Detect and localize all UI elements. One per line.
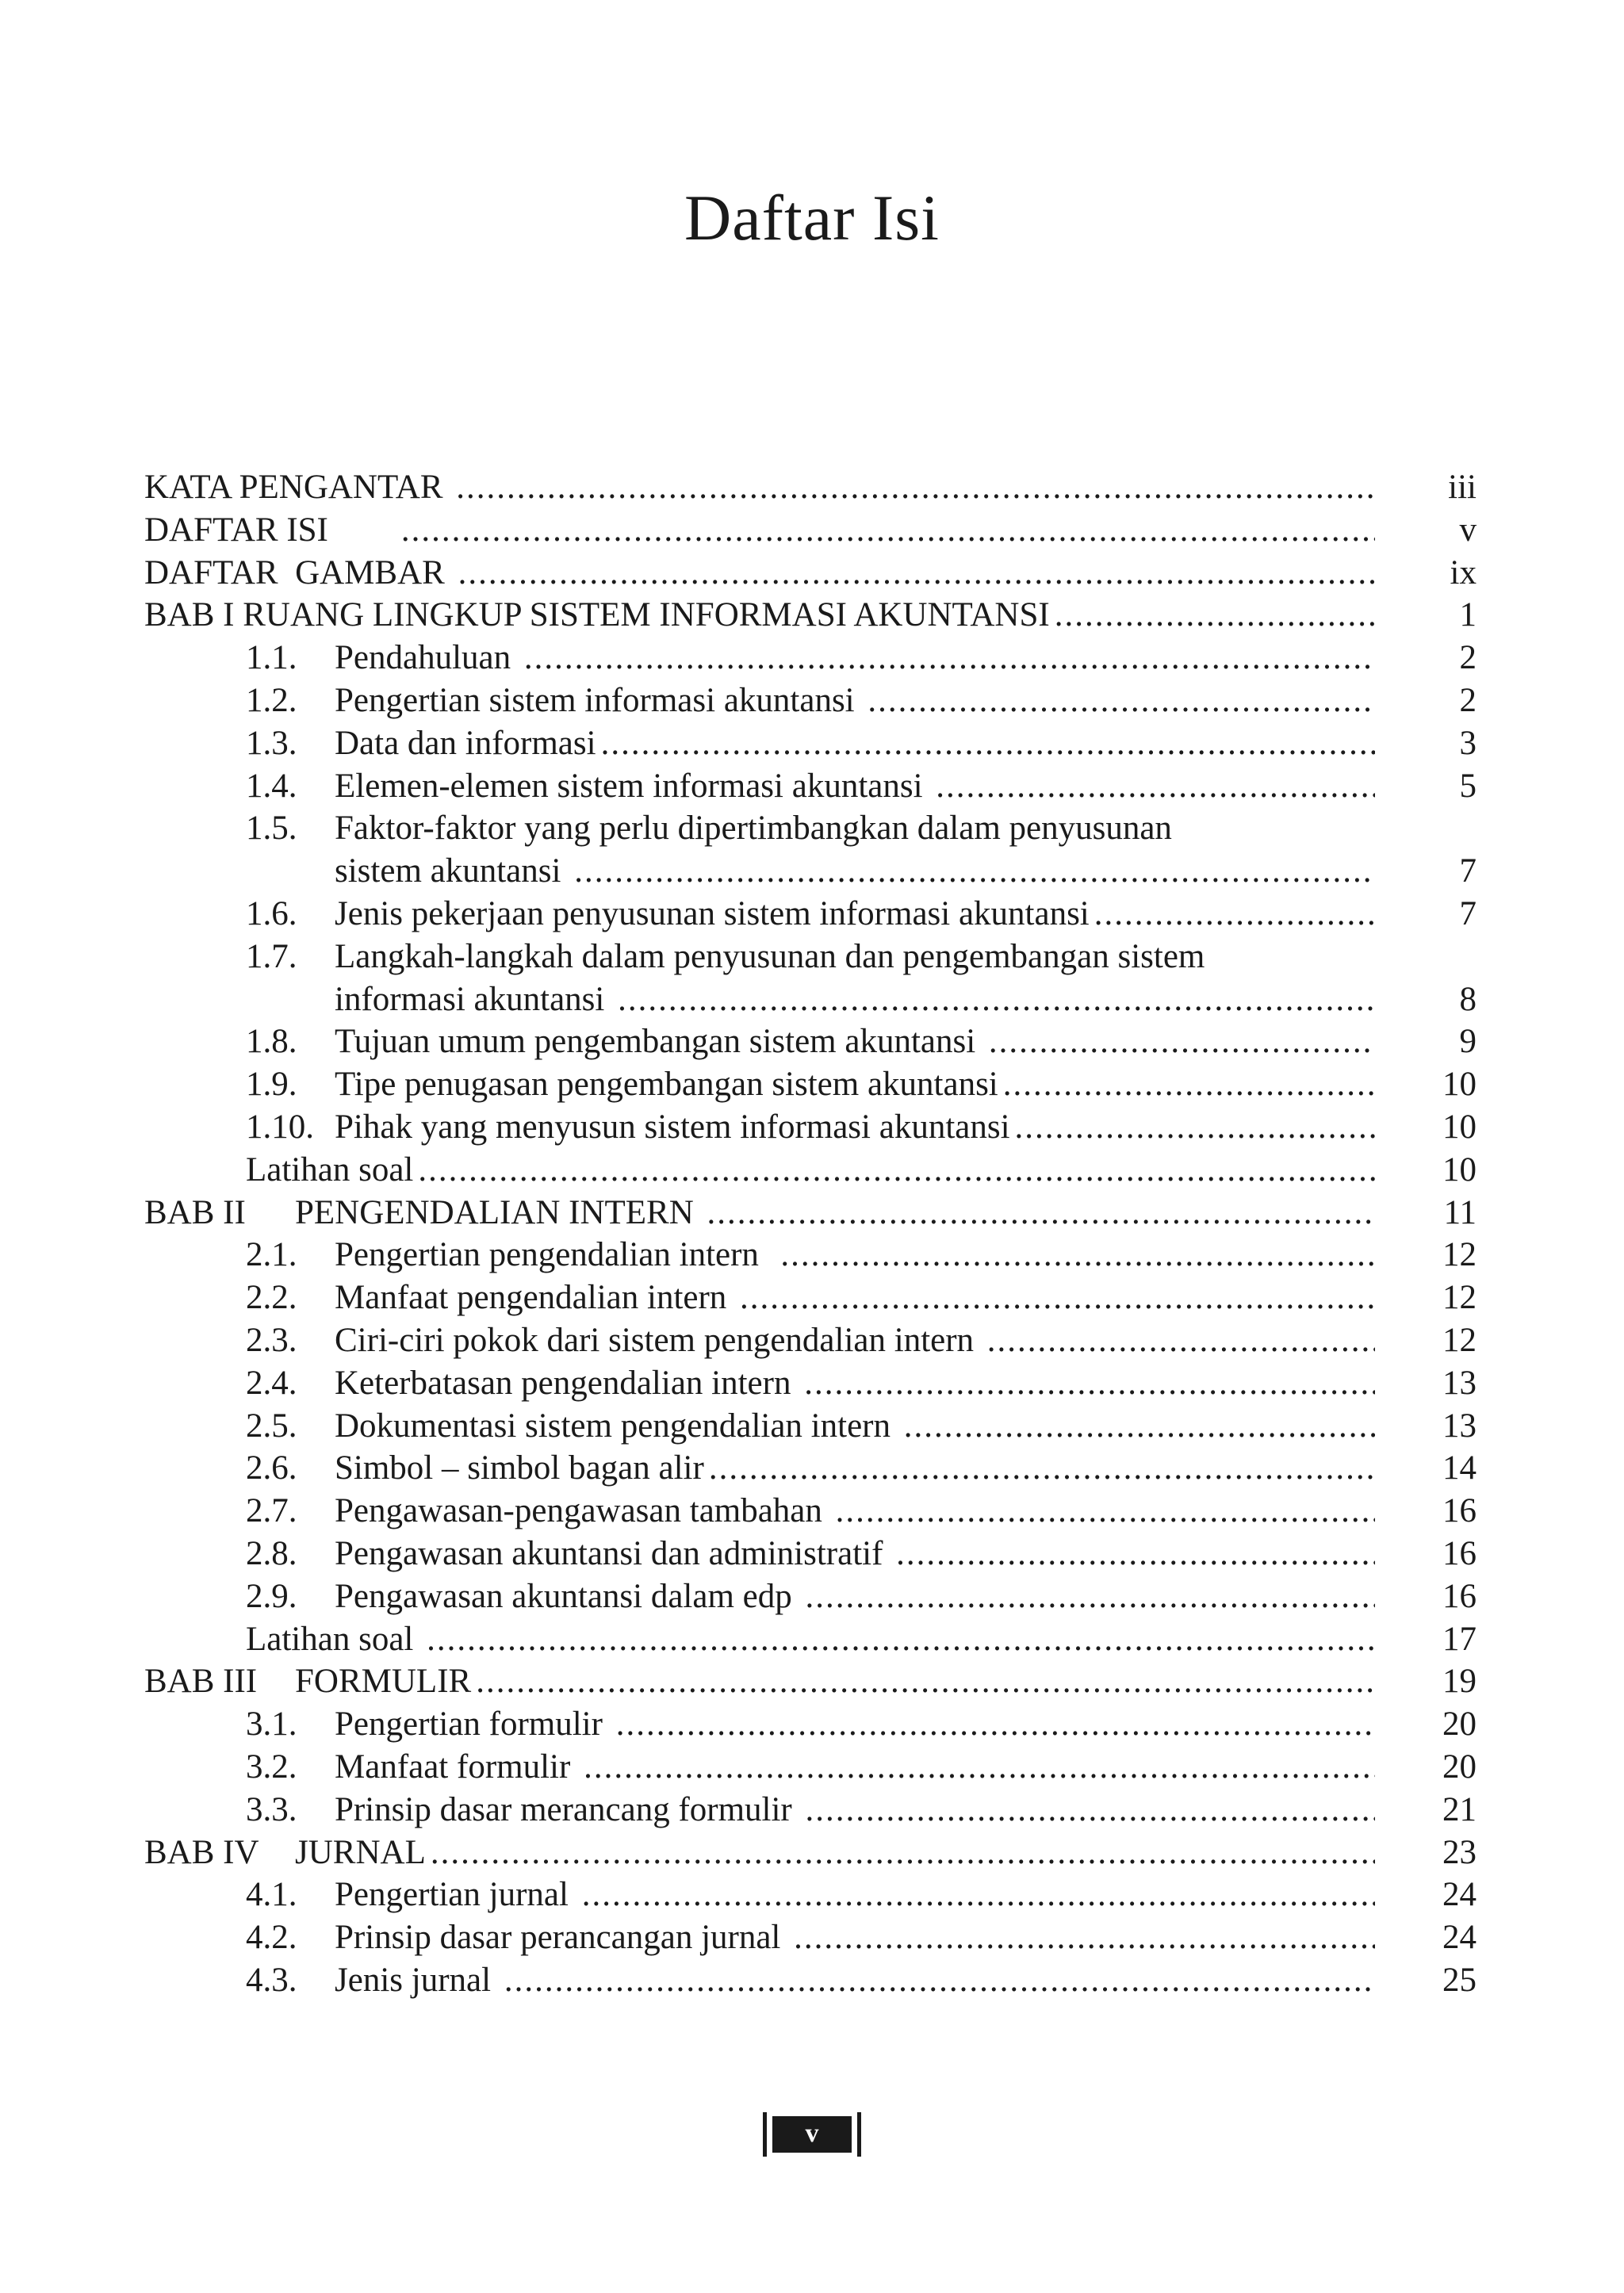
toc-entry-lead: [246, 1490, 1375, 1533]
toc-entry-lead: [246, 1618, 1375, 1661]
chapter-label: BAB IV: [144, 1833, 259, 1871]
toc-entry[interactable]: [144, 594, 1477, 637]
section-number: 2.6.: [246, 1449, 297, 1487]
toc-entry[interactable]: [144, 1959, 1477, 2002]
toc-entry-lead: [335, 850, 1375, 893]
entry-page-number: 17: [1442, 1620, 1477, 1658]
entry-page-number: 16: [1442, 1492, 1477, 1530]
toc-entry-lead: [246, 1277, 1375, 1319]
dot-leader: [904, 1405, 1375, 1448]
section-number: 1.2.: [246, 681, 297, 719]
dot-leader: [524, 637, 1375, 679]
toc-entry[interactable]: [144, 1490, 1477, 1533]
toc-entry[interactable]: [144, 509, 1477, 552]
dot-leader: [601, 722, 1375, 765]
section-number: 3.2.: [246, 1748, 297, 1786]
entry-page-number: 19: [1442, 1663, 1477, 1701]
toc-entry-lead: [246, 1063, 1375, 1106]
entry-title: Pengertian formulir: [335, 1705, 611, 1744]
entry-page-number: 1: [1459, 596, 1477, 634]
entry-page-number: 11: [1443, 1193, 1477, 1231]
entry-page-number: 7: [1459, 894, 1477, 932]
section-number: 4.1.: [246, 1876, 297, 1914]
dot-leader: [987, 1319, 1375, 1362]
toc-entry-lead: [246, 1533, 1375, 1575]
toc-entry[interactable]: [144, 978, 1477, 1021]
entry-title: Pihak yang menyusun sistem informasi akuntansi: [335, 1108, 1010, 1146]
entry-title: Langkah-langkah dalam penyusunan dan pengembangan sistem: [335, 937, 1205, 975]
entry-page-number: 14: [1442, 1449, 1477, 1487]
entry-page-number: ix: [1450, 553, 1477, 591]
toc-entry[interactable]: [144, 1277, 1477, 1319]
entry-title: Pengawasan akuntansi dan administratif: [335, 1534, 892, 1572]
entry-title: Data dan informasi: [335, 724, 596, 762]
entry-title: Prinsip dasar merancang formulir: [335, 1790, 801, 1828]
toc-entry-lead: [144, 466, 1375, 509]
toc-entry-lead: [246, 1319, 1375, 1362]
toc-entry-lead: [246, 765, 1375, 808]
toc-entry-lead: [246, 1234, 1375, 1277]
section-number: 4.3.: [246, 1961, 297, 1999]
entry-page-number: 7: [1459, 852, 1477, 890]
entry-title: Tujuan umum pengembangan sistem akuntansi: [335, 1023, 984, 1061]
dot-leader: [740, 1277, 1375, 1319]
entry-title: Elemen-elemen sistem informasi akuntansi: [335, 767, 932, 805]
toc-entry[interactable]: [144, 1447, 1477, 1490]
toc-entry[interactable]: [144, 1405, 1477, 1448]
dot-leader: [574, 850, 1375, 893]
toc-entry[interactable]: [144, 1319, 1477, 1362]
section-number: 1.1.: [246, 639, 297, 677]
toc-entry-lead: [144, 1660, 1375, 1703]
section-number: 2.2.: [246, 1279, 297, 1317]
entry-page-number: 10: [1442, 1108, 1477, 1146]
entry-page-number: 16: [1442, 1534, 1477, 1572]
entry-title: Pengertian jurnal: [335, 1876, 577, 1914]
dot-leader: [707, 1192, 1375, 1235]
page-number-footer: [763, 2112, 861, 2157]
toc-entry-lead: [246, 679, 1375, 722]
dot-leader: [896, 1533, 1375, 1575]
entry-title: informasi akuntansi: [335, 980, 614, 1018]
dot-leader: [458, 552, 1375, 595]
dot-leader: [1055, 594, 1375, 637]
toc-entry-lead: [246, 1106, 1375, 1149]
entry-title: DAFTAR ISI: [144, 511, 396, 549]
entry-page-number: iii: [1448, 469, 1477, 506]
section-number: 2.3.: [246, 1321, 297, 1359]
entry-title: Pengertian pengendalian intern: [335, 1236, 776, 1274]
toc-entry-lead: [246, 722, 1375, 765]
entry-page-number: 23: [1442, 1833, 1477, 1871]
dot-leader: [806, 1789, 1376, 1832]
dot-leader: [616, 1703, 1375, 1746]
toc-entry[interactable]: [144, 1020, 1477, 1063]
dot-leader: [401, 509, 1375, 552]
entry-title: KATA PENGANTAR: [144, 469, 452, 506]
section-number: 3.3.: [246, 1790, 297, 1828]
entry-title: Jenis jurnal: [335, 1961, 500, 1999]
entry-title: Pengawasan akuntansi dalam edp: [335, 1577, 801, 1615]
entry-title: PENGENDALIAN INTERN: [295, 1193, 703, 1231]
entry-page-number: 13: [1442, 1407, 1477, 1445]
entry-title: BAB I RUANG LINGKUP SISTEM INFORMASI AKUNTANSI: [144, 596, 1050, 634]
entry-title: JURNAL: [295, 1833, 426, 1871]
toc-entry-lead: [246, 893, 1375, 936]
section-number: 1.6.: [246, 894, 297, 932]
entry-title: Ciri-ciri pokok dari sistem pengendalian intern: [335, 1321, 982, 1359]
toc-entry[interactable]: [144, 1874, 1477, 1916]
toc-entry-lead: [246, 1789, 1375, 1832]
page-title: Daftar Isi: [684, 182, 940, 254]
toc-entry[interactable]: [144, 1703, 1477, 1746]
entry-title: Pendahuluan: [335, 639, 519, 677]
dot-leader: [1094, 893, 1375, 936]
toc-entry-lead: [246, 1149, 1375, 1192]
entry-page-number: 21: [1442, 1790, 1477, 1828]
section-number: 1.5.: [246, 810, 297, 848]
entry-page-number: 24: [1442, 1876, 1477, 1914]
chapter-label: BAB III: [144, 1663, 258, 1701]
entry-title: Latihan soal: [246, 1620, 423, 1658]
entry-page-number: 20: [1442, 1748, 1477, 1786]
entry-page-number: 12: [1442, 1279, 1477, 1317]
toc-entry[interactable]: [144, 466, 1477, 509]
section-number: 1.8.: [246, 1023, 297, 1061]
entry-page-number: 24: [1442, 1919, 1477, 1957]
table-of-contents: [144, 466, 1477, 2002]
entry-title: Prinsip dasar perancangan jurnal: [335, 1919, 790, 1957]
toc-entry[interactable]: [144, 1660, 1477, 1703]
toc-entry-lead: [335, 978, 1375, 1021]
dot-leader: [936, 765, 1375, 808]
toc-entry[interactable]: [144, 552, 1477, 595]
entry-page-number: 3: [1459, 724, 1477, 762]
toc-entry[interactable]: [144, 1149, 1477, 1192]
section-number: 2.7.: [246, 1492, 297, 1530]
toc-entry[interactable]: [144, 637, 1477, 679]
toc-entry-lead: [246, 1703, 1375, 1746]
toc-entry-lead: [246, 1405, 1375, 1448]
section-number: 4.2.: [246, 1919, 297, 1957]
entry-page-number: v: [1459, 511, 1477, 549]
dot-leader: [780, 1234, 1375, 1277]
chapter-label: BAB II: [144, 1193, 246, 1231]
dot-leader: [709, 1447, 1375, 1490]
toc-entry-lead: [246, 1362, 1375, 1405]
toc-entry-lead: [144, 1832, 1375, 1874]
folio-right-bar: [857, 2112, 861, 2157]
section-number: 2.5.: [246, 1407, 297, 1445]
entry-page-number: 9: [1459, 1023, 1477, 1061]
toc-entry[interactable]: [144, 1916, 1477, 1959]
entry-page-number: 10: [1442, 1150, 1477, 1189]
toc-entry-lead: [144, 1192, 1375, 1235]
entry-page-number: 13: [1442, 1364, 1477, 1402]
toc-entry[interactable]: [144, 893, 1477, 936]
toc-entry-lead: [246, 1959, 1375, 2002]
toc-entry[interactable]: [144, 1106, 1477, 1149]
section-number: 1.10.: [246, 1108, 314, 1146]
dot-leader: [1015, 1106, 1375, 1149]
toc-entry[interactable]: [144, 679, 1477, 722]
dot-leader: [476, 1660, 1375, 1703]
toc-entry[interactable]: [144, 1533, 1477, 1575]
entry-page-number: 12: [1442, 1321, 1477, 1359]
dot-leader: [806, 1575, 1376, 1618]
entry-page-number: 20: [1442, 1705, 1477, 1744]
entry-title: Manfaat pengendalian intern: [335, 1279, 736, 1317]
section-number: 3.1.: [246, 1705, 297, 1744]
toc-entry-lead: [144, 509, 1375, 552]
toc-entry-lead: [144, 594, 1375, 637]
entry-page-number: 2: [1459, 681, 1477, 719]
toc-entry-lead: [246, 807, 1375, 850]
toc-entry[interactable]: [144, 1789, 1477, 1832]
dot-leader: [1003, 1063, 1375, 1106]
toc-entry-lead: [246, 1575, 1375, 1618]
entry-title: Pengertian sistem informasi akuntansi: [335, 681, 864, 719]
toc-entry[interactable]: [144, 765, 1477, 808]
toc-entry-lead: [144, 552, 1375, 595]
entry-page-number: 16: [1442, 1577, 1477, 1615]
dot-leader: [427, 1618, 1375, 1661]
entry-page-number: 8: [1459, 980, 1477, 1018]
page-number: v: [772, 2116, 852, 2153]
toc-entry[interactable]: [144, 807, 1477, 850]
entry-title: sistem akuntansi: [335, 852, 570, 890]
entry-title: Keterbatasan pengendalian intern: [335, 1364, 800, 1402]
dot-leader: [418, 1149, 1375, 1192]
toc-entry[interactable]: [144, 1746, 1477, 1789]
toc-entry-lead: [246, 1916, 1375, 1959]
entry-page-number: 25: [1442, 1961, 1477, 1999]
dot-leader: [431, 1832, 1375, 1874]
entry-page-number: 12: [1442, 1236, 1477, 1274]
section-number: 2.4.: [246, 1364, 297, 1402]
entry-title: Manfaat formulir: [335, 1748, 580, 1786]
toc-entry[interactable]: [144, 1063, 1477, 1106]
entry-title: Jenis pekerjaan penyusunan sistem informasi akuntansi: [335, 894, 1090, 932]
folio-left-bar: [763, 2112, 767, 2157]
entry-page-number: 2: [1459, 639, 1477, 677]
toc-entry[interactable]: [144, 1234, 1477, 1277]
toc-entry-lead: [246, 1020, 1375, 1063]
toc-entry[interactable]: [144, 1192, 1477, 1235]
section-number: 2.8.: [246, 1534, 297, 1572]
toc-entry[interactable]: [144, 1618, 1477, 1661]
toc-entry[interactable]: [144, 722, 1477, 765]
toc-entry[interactable]: [144, 1362, 1477, 1405]
toc-entry[interactable]: [144, 936, 1477, 978]
section-number: 1.9.: [246, 1066, 297, 1104]
toc-entry[interactable]: [144, 1575, 1477, 1618]
entry-title: Pengawasan-pengawasan tambahan: [335, 1492, 831, 1530]
section-number: 2.1.: [246, 1236, 297, 1274]
toc-entry-lead: [246, 637, 1375, 679]
entry-title: Tipe penugasan pengembangan sistem akuntansi: [335, 1066, 998, 1104]
dot-leader: [804, 1362, 1375, 1405]
entry-title: Faktor-faktor yang perlu dipertimbangkan dalam penyusunan: [335, 810, 1172, 848]
section-number: 1.3.: [246, 724, 297, 762]
dot-leader: [989, 1020, 1375, 1063]
entry-title: Dokumentasi sistem pengendalian intern: [335, 1407, 899, 1445]
dot-leader: [582, 1874, 1375, 1916]
entry-title: Simbol – simbol bagan alir: [335, 1449, 704, 1487]
toc-entry-lead: [246, 1874, 1375, 1916]
dot-leader: [456, 466, 1375, 509]
dot-leader: [836, 1490, 1375, 1533]
dot-leader: [868, 679, 1375, 722]
toc-entry-lead: [246, 1746, 1375, 1789]
section-number: 2.9.: [246, 1577, 297, 1615]
section-number: 1.4.: [246, 767, 297, 805]
section-number: 1.7.: [246, 937, 297, 975]
dot-leader: [618, 978, 1375, 1021]
dot-leader: [584, 1746, 1375, 1789]
dot-leader: [794, 1916, 1375, 1959]
toc-entry[interactable]: [144, 1832, 1477, 1874]
toc-entry-lead: [246, 1447, 1375, 1490]
entry-title: DAFTAR GAMBAR: [144, 553, 454, 591]
toc-entry[interactable]: [144, 850, 1477, 893]
entry-title: Latihan soal: [246, 1150, 414, 1189]
entry-page-number: 10: [1442, 1066, 1477, 1104]
toc-entry-lead: [246, 936, 1375, 978]
dot-leader: [504, 1959, 1375, 2002]
entry-page-number: 5: [1459, 767, 1477, 805]
entry-title: FORMULIR: [295, 1663, 472, 1701]
